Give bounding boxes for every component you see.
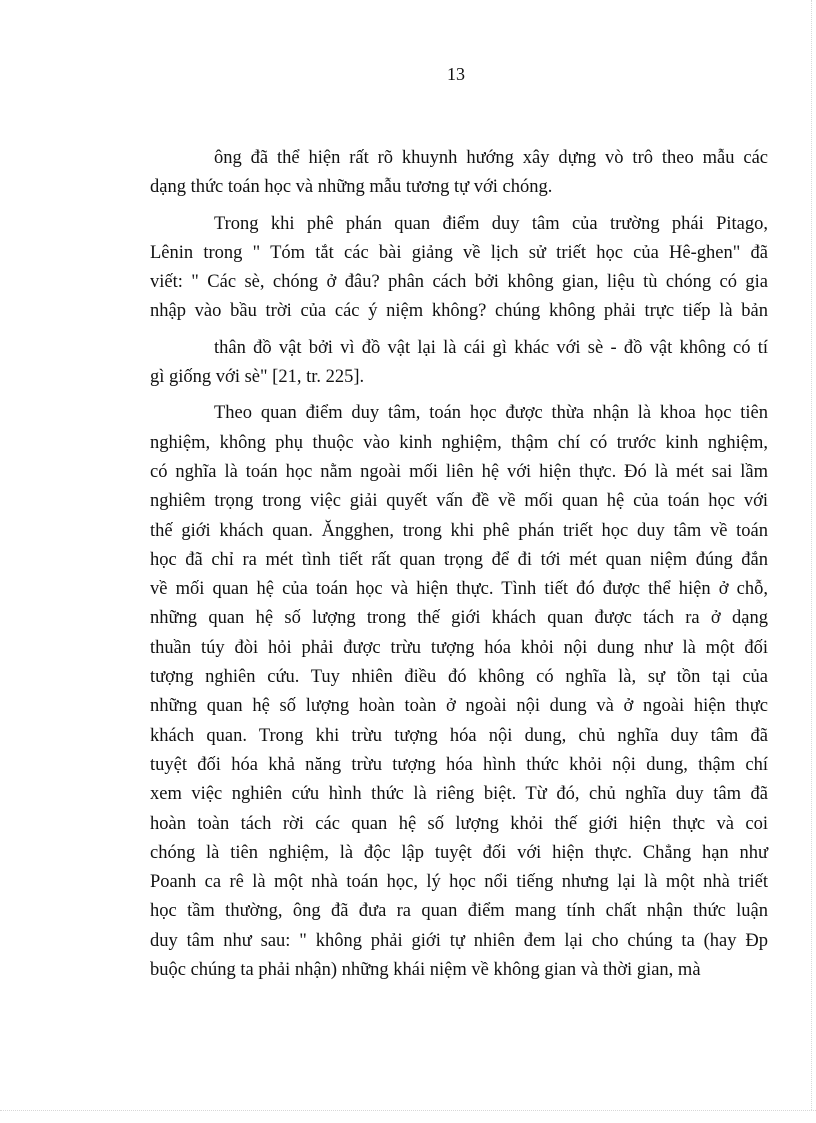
- text-line: gì giống với sè" [21, tr. 225].: [150, 367, 365, 388]
- text-line: Theo quan điểm duy tâm, toán học được thừa nhận là khoa học tiên: [214, 403, 768, 424]
- text-line: thế giới khách quan. Ăngghen, trong khi phê phán triết học duy tâm về toán: [150, 520, 768, 541]
- text-line: Trong khi phê phán quan điểm duy tâm của trường phái Pitago,: [214, 213, 768, 234]
- text-line: duy tâm như sau: " không phải giới tự nhiên đem lại cho chúng ta (hay Ðp: [150, 930, 768, 951]
- text-line: ông đã thể hiện rất rõ khuynh hướng xây dựng vò trô theo mẫu các: [214, 148, 768, 168]
- text-line: thuần túy đòi hỏi phải được trừu tượng hóa khỏi nội dung như là một đối: [150, 637, 768, 658]
- text-line: chóng là tiên nghiệm, là độc lập tuyệt đối với hiện thực. Chẳng hạn như: [150, 842, 768, 863]
- page-edge-bottom: [0, 1110, 816, 1111]
- text-line: về mối quan hệ của toán học và hiện thực. Tình tiết đó được thể hiện ở chỗ,: [150, 579, 768, 600]
- text-line: nghiêm trọng trong việc giải quyết vấn đề về mối quan hệ của toán học với: [150, 491, 768, 512]
- text-line: Lênin trong " Tóm tắt các bài giảng về lịch sử triết học của Hê-ghen" đã: [150, 242, 768, 263]
- text-line: những quan hệ số lượng hoàn toàn ở ngoài nội dung và ở ngoài hiện thực: [150, 696, 768, 717]
- text-line: nhập vào bầu trời của các ý niệm không? chúng không phải trực tiếp là bản: [150, 301, 768, 322]
- page-edge-right: [811, 0, 812, 1110]
- text-line: hoàn toàn tách rời các quan hệ số lượng khỏi thế giới hiện thực và coi: [150, 813, 768, 834]
- text-line: tuyệt đối hóa khả năng trừu tượng hóa hình thức khỏi nội dung, thậm chí: [150, 754, 768, 775]
- page-number: 13: [447, 64, 465, 84]
- text-line: học đã chỉ ra mét tình tiết rất quan trọng để đi tới mét quan niệm đúng đắn: [150, 549, 768, 570]
- text-line: xem việc nghiên cứu hình thức là riêng biệt. Từ đó, chủ nghĩa duy tâm đã: [150, 784, 768, 805]
- text-line: thân đồ vật bởi vì đồ vật lại là cái gì khác với sè - đồ vật không có tí: [214, 337, 768, 358]
- text-line: nghiệm, không phụ thuộc vào kinh nghiệm, thậm chí có trước kinh nghiệm,: [150, 432, 768, 453]
- text-line: viết: " Các sè, chóng ở đâu? phân cách bởi không gian, liệu tù chóng có gia: [150, 272, 768, 293]
- text-line: dạng thức toán học và những mẫu tương tự với chóng.: [150, 177, 553, 198]
- text-line: Poanh ca rê là một nhà toán học, lý học nổi tiếng nhưng lại là một nhà triết: [150, 872, 768, 893]
- body-text: [150, 144, 768, 985]
- text-line: có nghĩa là toán học nằm ngoài mối liên hệ với hiện thực. Đó là mét sai lầm: [150, 461, 768, 482]
- text-line: khách quan. Trong khi trừu tượng hóa nội dung, chủ nghĩa duy tâm đã: [150, 725, 768, 746]
- text-line: những quan hệ số lượng trong thế giới khách quan được tách ra ở dạng: [150, 608, 768, 629]
- text-line: buộc chúng ta phải nhận) những khái niệm về không gian và thời gian, mà: [150, 960, 701, 981]
- text-line: tượng nghiên cứu. Tuy nhiên điều đó không có nghĩa là, sự tồn tại của: [150, 667, 768, 688]
- text-line: học tầm thường, ông đã đưa ra quan điểm mang tính chất nhận thức luận: [150, 901, 768, 922]
